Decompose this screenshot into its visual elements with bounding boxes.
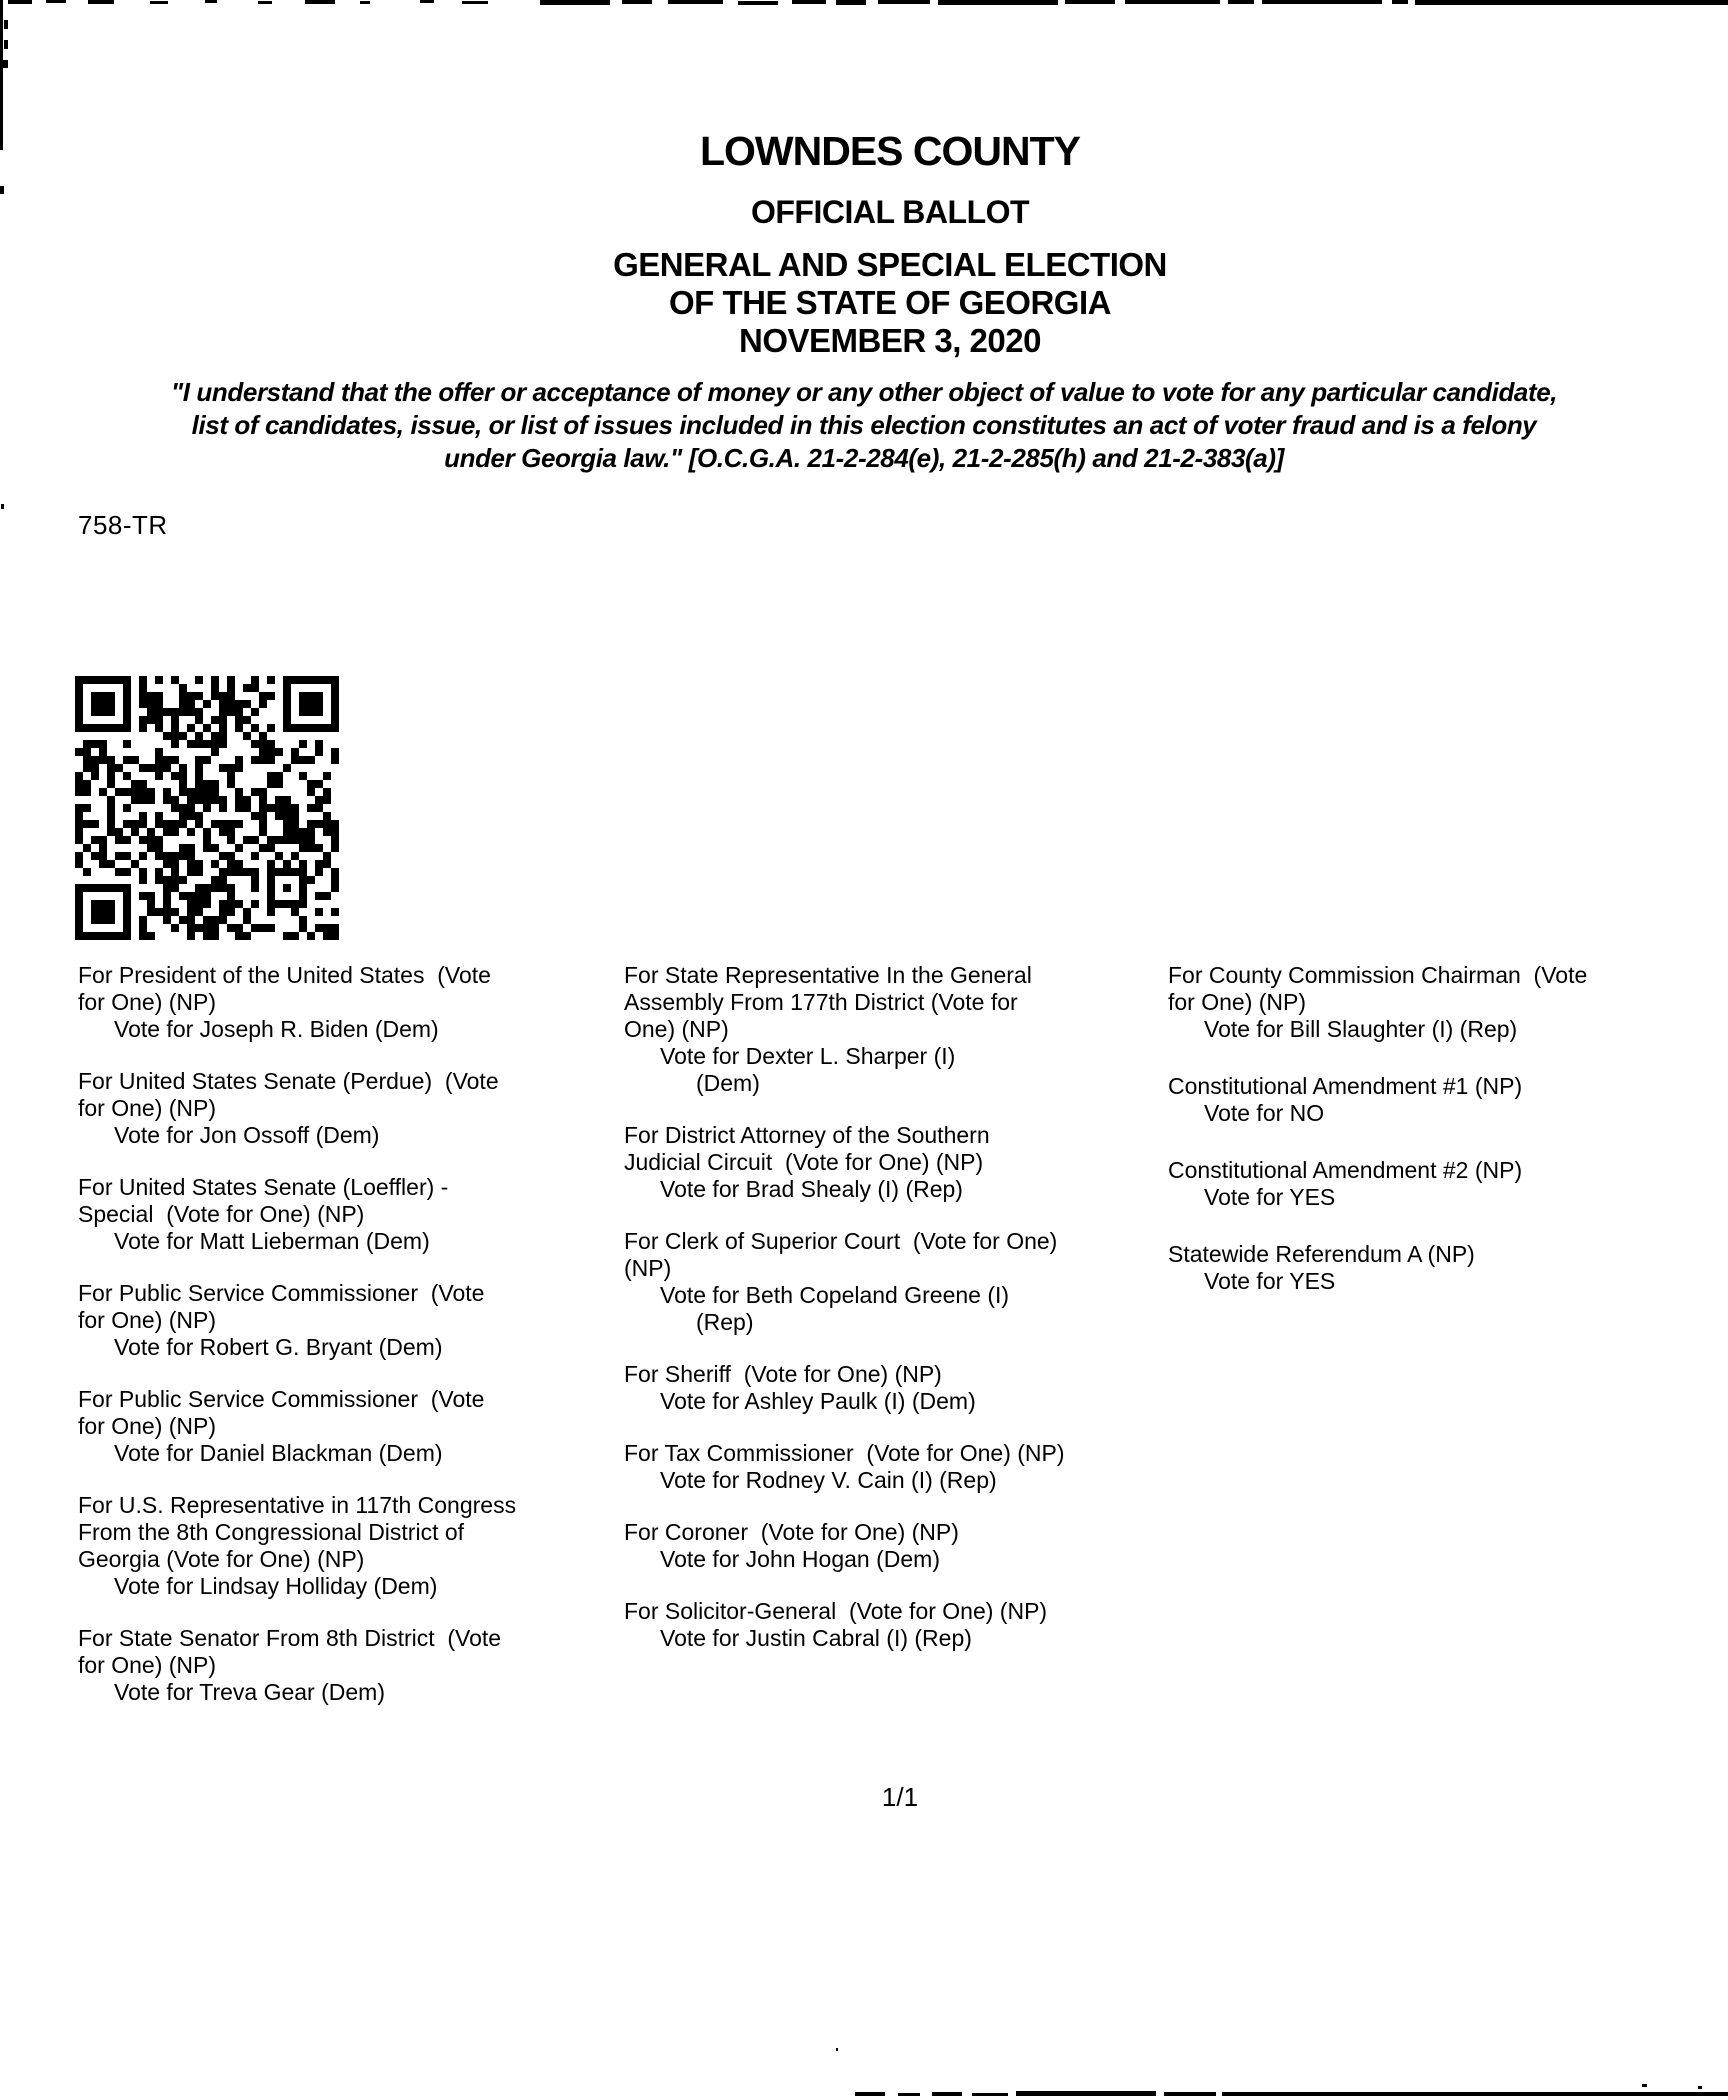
- scan-edge-mark: [972, 2093, 1008, 2096]
- scan-edge-mark: [88, 0, 114, 4]
- scan-edge-mark: [938, 0, 1058, 5]
- contest-block: [624, 962, 1169, 1097]
- scan-edge-mark: [1698, 2086, 1702, 2089]
- scan-edge-mark: [150, 1, 168, 4]
- scan-edge-mark: [8, 0, 32, 4]
- scan-edge-mark: [1065, 0, 1115, 4]
- contest-heading-line: For President of the United States (Vote: [78, 962, 491, 988]
- contest-heading-line: for One) (NP): [78, 989, 217, 1015]
- contest-heading-line: For Sheriff (Vote for One) (NP): [624, 1361, 942, 1387]
- scan-edge-mark: [258, 1, 272, 4]
- contest-heading-line: For United States Senate (Perdue) (Vote: [78, 1068, 499, 1094]
- contest-block: [78, 1625, 588, 1706]
- contest-block: [624, 1440, 1169, 1494]
- contest-heading-line: For District Attorney of the Southern: [624, 1122, 990, 1148]
- scan-edge-mark: [855, 2092, 885, 2096]
- ballot-column-1: [78, 962, 588, 1731]
- contest-heading-line: for One) (NP): [78, 1095, 217, 1121]
- contest-heading-line: For State Senator From 8th District (Vote: [78, 1625, 502, 1651]
- scan-edge-mark: [462, 1, 488, 4]
- vote-selection-line: Vote for YES: [1204, 1268, 1336, 1294]
- vote-selection-line: Vote for Rodney V. Cain (I) (Rep): [660, 1467, 997, 1493]
- contest-block: [624, 1228, 1169, 1336]
- contest-heading-line: For Coroner (Vote for One) (NP): [624, 1519, 959, 1545]
- vote-selection-line: (Dem): [696, 1070, 760, 1096]
- contest-heading-line: For Clerk of Superior Court (Vote for One): [624, 1228, 1058, 1254]
- election-title-line: GENERAL AND SPECIAL ELECTION: [613, 246, 1167, 283]
- scan-edge-mark: [1222, 2092, 1728, 2096]
- vote-selection-line: Vote for Beth Copeland Greene (I): [660, 1282, 1010, 1308]
- scan-edge-mark: [1, 504, 4, 509]
- contest-block: [78, 962, 588, 1043]
- vote-selection-line: Vote for Robert G. Bryant (Dem): [114, 1334, 443, 1360]
- scan-edge-mark: [46, 0, 66, 3]
- contest-block: [78, 1068, 588, 1149]
- scan-edge-mark: [1016, 2091, 1156, 2096]
- contest-heading-line: (NP): [624, 1255, 672, 1281]
- vote-selection-line: Vote for YES: [1204, 1184, 1336, 1210]
- contest-block: [78, 1280, 588, 1361]
- vote-selection-line: Vote for Dexter L. Sharper (I): [660, 1043, 956, 1069]
- contest-heading-line: From the 8th Congressional District of: [78, 1519, 465, 1545]
- contest-block: [78, 1492, 588, 1600]
- contest-block: [624, 1361, 1169, 1415]
- ballot-column-2: [624, 962, 1169, 1677]
- scan-edge-mark: [898, 2093, 920, 2096]
- vote-selection-line: Vote for Ashley Paulk (I) (Dem): [660, 1388, 976, 1414]
- contest-heading-line: One) (NP): [624, 1016, 729, 1042]
- scan-edge-mark: [305, 0, 335, 4]
- contest-heading-line: For Solicitor-General (Vote for One) (NP): [624, 1598, 1048, 1624]
- election-title-line: OF THE STATE OF GEORGIA: [669, 284, 1111, 321]
- vote-selection-line: Vote for Brad Shealy (I) (Rep): [660, 1176, 963, 1202]
- contest-heading-line: for One) (NP): [78, 1652, 217, 1678]
- scan-edge-mark: [1228, 0, 1254, 4]
- contest-heading-line: For Tax Commissioner (Vote for One) (NP): [624, 1440, 1065, 1466]
- vote-selection-line: Vote for Bill Slaughter (I) (Rep): [1204, 1016, 1518, 1042]
- scan-edge-mark: [836, 0, 866, 5]
- vote-selection-line: Vote for Treva Gear (Dem): [114, 1679, 385, 1705]
- vote-selection-line: Vote for Matt Lieberman (Dem): [114, 1228, 430, 1254]
- contest-block: [78, 1174, 588, 1255]
- scan-edge-mark: [360, 1, 370, 4]
- contest-heading-line: Constitutional Amendment #1 (NP): [1168, 1073, 1523, 1099]
- contest-heading-line: For Public Service Commissioner (Vote: [78, 1386, 485, 1412]
- scan-edge-mark: [540, 0, 610, 5]
- contest-heading-line: For State Representative In the General: [624, 962, 1032, 988]
- ballot-type-title: OFFICIAL BALLOT: [750, 194, 1030, 230]
- scan-edge-mark: [932, 2092, 962, 2096]
- scan-edge-mark: [1415, 0, 1728, 5]
- contest-heading-line: For Public Service Commissioner (Vote: [78, 1280, 485, 1306]
- contest-heading-line: Statewide Referendum A (NP): [1168, 1241, 1475, 1267]
- contest-block: [1168, 1157, 1713, 1211]
- vote-selection-line: Vote for John Hogan (Dem): [660, 1546, 940, 1572]
- election-title: [0, 246, 1728, 360]
- scan-edge-mark: [4, 40, 8, 49]
- contest-heading-line: Georgia (Vote for One) (NP): [78, 1546, 365, 1572]
- scan-edge-mark: [1262, 0, 1382, 4]
- scan-edge-mark: [1642, 2084, 1647, 2087]
- scan-edge-mark: [622, 0, 652, 4]
- scan-edge-mark: [4, 20, 8, 29]
- scan-edge-mark: [1392, 0, 1408, 4]
- vote-selection-line: Vote for Joseph R. Biden (Dem): [114, 1016, 439, 1042]
- vote-selection-line: Vote for Justin Cabral (I) (Rep): [660, 1625, 972, 1651]
- scan-edge-mark: [738, 1, 778, 5]
- contest-heading-line: Special (Vote for One) (NP): [78, 1201, 365, 1227]
- ballot-style-code: 758-TR: [78, 510, 168, 540]
- contest-block: [1168, 1241, 1713, 1295]
- disclaimer-line: under Georgia law." [O.C.G.A. 21-2-284(e), 21-2-285(h) and 21-2-383(a)]: [444, 443, 1284, 473]
- disclaimer-line: list of candidates, issue, or list of issues included in this election constitutes an act of voter fraud and is a felony: [191, 410, 1537, 440]
- vote-selection-line: Vote for Lindsay Holliday (Dem): [114, 1573, 438, 1599]
- scan-edge-mark: [792, 0, 826, 4]
- contest-heading-line: Assembly From 177th District (Vote for: [624, 989, 1018, 1015]
- vote-selection-line: Vote for NO: [1204, 1100, 1325, 1126]
- contest-heading-line: For United States Senate (Loeffler) -: [78, 1174, 449, 1200]
- contest-heading-line: for One) (NP): [78, 1307, 217, 1333]
- scan-edge-mark: [420, 0, 434, 3]
- voter-fraud-disclaimer: [0, 376, 1728, 475]
- scan-edge-mark: [205, 0, 217, 3]
- scan-edge-mark: [3, 60, 8, 68]
- vote-selection-line: Vote for Jon Ossoff (Dem): [114, 1122, 380, 1148]
- election-title-line: NOVEMBER 3, 2020: [739, 322, 1041, 359]
- scan-edge-mark: [836, 2048, 838, 2051]
- ballot-column-3: [1168, 962, 1713, 1325]
- page-title: LOWNDES COUNTY: [699, 128, 1081, 174]
- contest-heading-line: for One) (NP): [1168, 989, 1307, 1015]
- contest-block: [78, 1386, 588, 1467]
- vote-selection-line: (Rep): [696, 1309, 754, 1335]
- scan-edge-mark: [0, 0, 3, 150]
- disclaimer-line: "I understand that the offer or acceptance of money or any other object of value to vote for any particular candidate,: [170, 377, 1558, 407]
- contest-block: [1168, 962, 1713, 1043]
- qr-code: [74, 676, 340, 940]
- contest-heading-line: For County Commission Chairman (Vote: [1168, 962, 1588, 988]
- contest-block: [624, 1598, 1169, 1652]
- scan-edge-mark: [878, 0, 930, 4]
- contest-heading-line: for One) (NP): [78, 1413, 217, 1439]
- scan-edge-mark: [668, 0, 723, 4]
- contest-heading-line: Constitutional Amendment #2 (NP): [1168, 1157, 1523, 1183]
- contest-block: [624, 1519, 1169, 1573]
- scan-edge-mark: [0, 186, 4, 194]
- page-indicator: 1/1: [881, 1782, 919, 1812]
- contest-heading-line: For U.S. Representative in 117th Congress: [78, 1492, 517, 1518]
- scan-edge-mark: [1164, 2092, 1216, 2096]
- scan-edge-mark: [1125, 0, 1220, 4]
- vote-selection-line: Vote for Daniel Blackman (Dem): [114, 1440, 443, 1466]
- contest-block: [624, 1122, 1169, 1203]
- contest-block: [1168, 1073, 1713, 1127]
- contest-heading-line: Judicial Circuit (Vote for One) (NP): [624, 1149, 984, 1175]
